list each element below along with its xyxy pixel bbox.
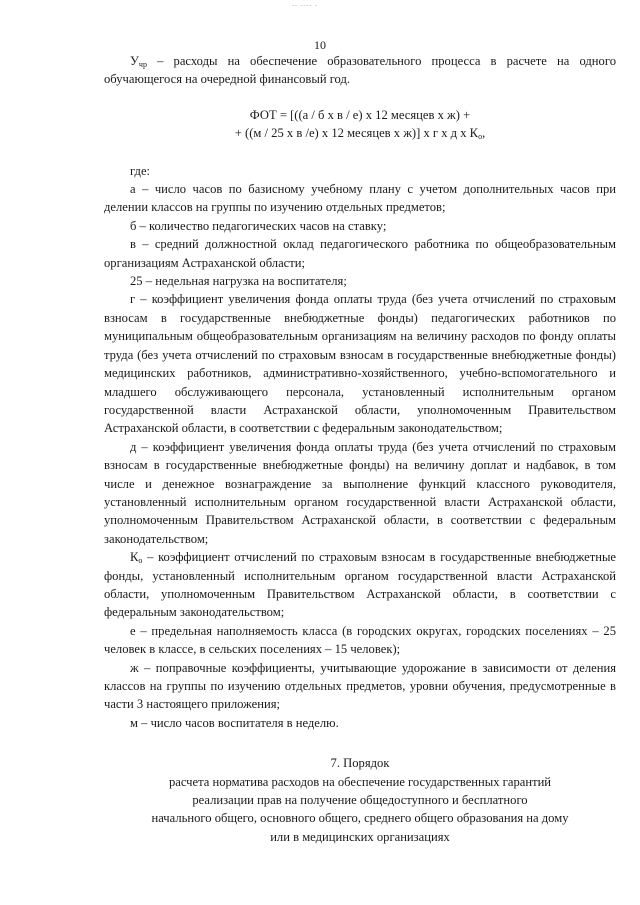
page-number: 10: [314, 38, 326, 52]
ko-symbol-subscript: о: [138, 556, 143, 566]
intro-symbol: У: [130, 54, 139, 68]
section-heading: [104, 754, 616, 846]
formula-line-2-main: + ((м / 25 х в /е) х 12 месяцев х ж)] х г х д х К: [234, 126, 479, 141]
intro-paragraph: [104, 52, 616, 89]
section-subtitle-line-4: или в медицинских организациях: [270, 829, 450, 844]
intro-symbol-subscript: чр: [138, 60, 147, 69]
scan-mark: -- ---- -: [292, 3, 318, 9]
definition-b: б – количество педагогических часов на ставку;: [130, 218, 387, 233]
document-body: [104, 52, 616, 846]
section-title: 7. Порядок: [330, 756, 390, 771]
intro-text: – расходы на обеспечение образовательного процесса в расчете на одного обучающегося на очередной финансовый год.: [104, 54, 616, 87]
ko-symbol: К: [130, 550, 139, 565]
formula: [104, 106, 616, 143]
formula-line-2-end: ,: [482, 126, 486, 141]
definition-d: д – коэффициент увеличения фонда оплаты труда (без учета отчислений по страховым взносам в государственные внебюджетные фонды) на величину доплат и надбавок, в том числе и денежное вознаграждение за выполнение функций классного руководителя, установленный исполнительным органом государственной власти Астраханской области, уполномоченным Правительством Астраханской области, в соответствии с федеральным законодательством;: [104, 439, 616, 546]
formula-line-2: [104, 124, 616, 142]
formula-subscript: о: [478, 132, 483, 142]
ko-text: – коэффициент отчислений по страховым взносам в государственные внебюджетные фонды, установленный исполнительным органом государственной власти Астраханской области, уполномоченным Правительством Астраханской области, в соответствии с федеральным законодательством;: [104, 550, 616, 620]
where-label: где:: [130, 163, 151, 178]
formula-line-1: ФОТ = [((а / б х в / е) х 12 месяцев х ж) +: [249, 107, 471, 122]
definition-zh: ж – поправочные коэффициенты, учитывающие удорожание в зависимости от деления классов на группы по изучению отдельных предметов, уровни обучения, предусмотренные в части 3 настоящего приложения;: [104, 660, 616, 712]
section-subtitle-line-3: начального общего, основного общего, среднего общего образования на дому: [151, 811, 569, 826]
definition-v: в – средний должностной оклад педагогического работника по общеобразовательным организациям Астраханской области;: [104, 237, 616, 270]
definition-a: а – число часов по базисному учебному плану с учетом дополнительных часов при делении классов на группы по изучению отдельных предметов;: [104, 182, 616, 215]
definition-g: г – коэффициент увеличения фонда оплаты труда (без учета отчислений по страховым взносам в государственные внебюджетные фонды) педагогических работников по муниципальным общеобразовательным организациям на величину расходов по фонду оплаты труда (без учета отчислений по страховым взносам в государственные внебюджетные фонды) медицинских работников, административно-хозяйственного, учебно-вспомогательного и младшего обслуживающего персонала, установленный исполнительным органом государственной власти Астраханской области, уполномоченным Правительством Астраханской области, в соответствии с федеральным законодательством;: [104, 292, 616, 436]
definition-e: е – предельная наполняемость класса (в городских округах, городских поселениях – 25 человек в классе, в сельских поселениях – 15 человек);: [104, 623, 616, 657]
section-subtitle-line-2: реализации прав на получение общедоступного и бесплатного: [192, 793, 528, 808]
definition-25: 25 – недельная нагрузка на воспитателя;: [130, 274, 347, 289]
definition-m: м – число часов воспитателя в неделю.: [130, 715, 339, 730]
section-subtitle-line-1: расчета норматива расходов на обеспечение государственных гарантий: [168, 774, 552, 789]
definition-ko: [104, 548, 616, 622]
